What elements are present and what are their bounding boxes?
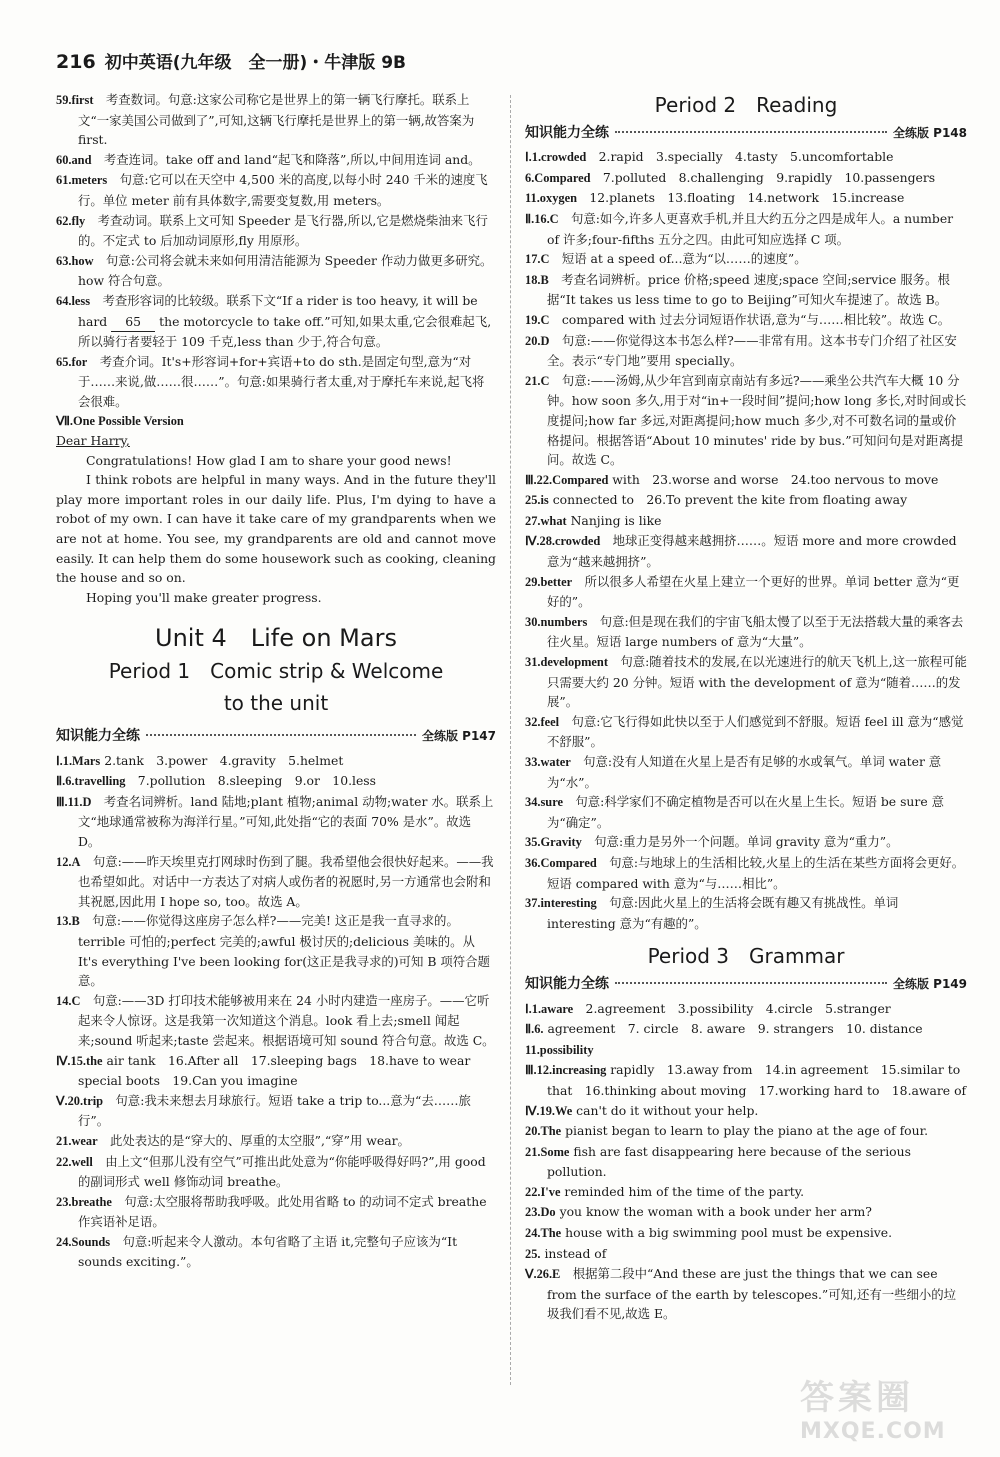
- page-number: 216: [56, 51, 96, 73]
- answer-item: [525, 531, 967, 571]
- answer-number: 37.interesting: [525, 896, 597, 911]
- answer-text: 句意:如今,许多人更喜欢手机,并且大约五分之四是成年人。a number of 许多;four-fifths 五分之四。由此可知应选择 C 项。: [547, 210, 954, 247]
- answer-number: 19.C: [525, 312, 550, 327]
- answer-text: 地球正变得越来越拥挤……。短语 more and more crowded 意为“越来越拥挤”。: [547, 533, 957, 570]
- answer-number: Ⅱ.6.travelling: [56, 774, 126, 789]
- version-label: Ⅶ.One Possible Version: [56, 413, 184, 428]
- answer-item-65: 65.for 考查介词。It's+形容词+for+宾语+to do sth.是固定句型,意为“对于……来说,做……很……”。句意:如果骑行者太重,对于摩托车来说,起飞将会很难。: [56, 353, 485, 409]
- answer-number: 61.meters: [56, 173, 108, 188]
- answer-number: 29.better: [525, 574, 573, 589]
- answer-item: [525, 371, 967, 470]
- answer-text: 句意:重力是另外一个问题。单词 gravity 意为“重力”。: [581, 834, 899, 850]
- page-header: [56, 48, 956, 76]
- answer-text: 2.rapid 3.specially 4.tasty 5.uncomfortable: [586, 149, 894, 165]
- answer-text: 考查名词辨析。land 陆地;plant 植物;animal 动物;water 水。联系上文“地球通常被称为海洋行星。”可知,此处指“它的表面 70% 是水”。故选 D。: [78, 793, 494, 849]
- answer-number: 18.B: [525, 272, 549, 287]
- answer-number: Ⅰ.1.Mars: [56, 753, 101, 768]
- answer-item: [525, 1060, 967, 1100]
- answer-number: Ⅳ.15.the: [56, 1053, 103, 1068]
- answer-item: [525, 893, 967, 933]
- answer-number: Ⅱ.6.: [525, 1022, 544, 1037]
- answer-text: 由上文“但那儿没有空气”可推出此处意为“你能呼吸得好吗?”,用 good 的副词形式 well 修饰动词 breathe。: [78, 1153, 486, 1190]
- answer-item: [56, 852, 496, 912]
- answer-item: [525, 511, 967, 532]
- answer-number: 63.how: [56, 253, 94, 268]
- section-title: 知识能力全练: [56, 728, 140, 745]
- answer-text: 考查连词。take off and land“起飞和降落”,所以,中间用连词 and。: [91, 151, 481, 167]
- letter-salutation: Dear Harry,: [56, 433, 130, 449]
- answer-number: Ⅳ.28.crowded: [525, 534, 601, 549]
- answer-number: 33.water: [525, 755, 571, 769]
- answer-number: 21.C: [525, 373, 550, 388]
- answer-item: [56, 170, 496, 210]
- watermark-bottom: MXQE.COM: [800, 1419, 946, 1444]
- answer-text: connected to 26.To prevent the kite from floating away: [548, 492, 908, 508]
- answer-item: [525, 1040, 967, 1061]
- answer-item: [525, 999, 967, 1020]
- answer-number: 25.is: [525, 493, 549, 508]
- answer-text: reminded him of the time of the party.: [560, 1183, 805, 1199]
- answer-text: 句意:我未来想去月球旅行。短语 take a trip to...意为“去……旅行”。: [78, 1092, 471, 1129]
- answer-item: [525, 792, 967, 832]
- answer-number: 31.development: [525, 655, 608, 670]
- answer-text: 考查名词辨析。price 价格;speed 速度;space 空间;service 服务。根据“It takes us less time to go to Beijing”可知火车提速了。故选 B。: [547, 271, 950, 308]
- answer-text: you know the woman with a book under her arm?: [555, 1204, 872, 1220]
- section-page-ref: 全练版 P149: [892, 976, 967, 991]
- answer-text: 句意:——汤姆,从少年宫到南京南站有多远?——乘坐公共汽车大概 10 分钟。how soon 多久,用于对“in+一段时间”提问;how long 多长,对时间或长度提问;how far 多远,对距离提问;how much 多少,对不可数名词的量或价格提问。根据答语“About 10 minutes' ride by bus.”可知问句是对距离提问。故选 C。: [547, 372, 967, 468]
- answer-item: [525, 572, 967, 612]
- answer-text: air tank 16.After all 17.sleeping bags 18.have to wear special boots 19.Can you imagine: [78, 1052, 471, 1089]
- answer-text: can't do it without your help.: [572, 1102, 759, 1118]
- answer-text: with 23.worse and worse 24.too nervous to move: [608, 471, 939, 487]
- answer-item: [56, 911, 496, 990]
- answer-text: 句意:——昨天埃里克打网球时伤到了腿。我希望他会很快好起来。——我也希望如此。对话中一方表达了对病人或伤者的祝愿时,另一方通常也会附和其祝愿,因此用 I hope so, too。故选 A。: [78, 853, 494, 909]
- answer-item: [56, 1051, 496, 1091]
- answer-text: 7.polluted 8.challenging 9.rapidly 10.passengers: [590, 169, 936, 185]
- answer-number: 62.fly: [56, 213, 86, 228]
- answer-text: rapidly 13.away from 14.in agreement 15.similar to that 16.thinking about moving 17.working hard to 18.aware of: [547, 1062, 967, 1098]
- answer-number: 60.and: [56, 152, 92, 167]
- answer-number: 21.wear: [56, 1133, 98, 1148]
- answer-item: [56, 751, 496, 772]
- answer-text: 12.planets 13.floating 14.network 15.increase: [576, 190, 905, 206]
- period-2-title: Period 2 Reading: [654, 93, 838, 117]
- answer-number: Ⅰ.1.crowded: [525, 150, 587, 165]
- period-1-title: Period 1 Comic strip & Welcome: [108, 659, 444, 684]
- answer-text: compared with 过去分词短语作状语,意为“与……相比较”。故选 C。: [549, 311, 951, 327]
- answer-text: pianist began to learn to play the piano at the age of four.: [561, 1123, 929, 1139]
- answer-text: 句意:与地球上的生活相比较,火星上的生活在某些方面将会更好。短语 compared with 意为“与……相比”。: [547, 854, 965, 891]
- answer-text: 考查动词。联系上文可知 Speeder 是飞行器,所以,它是燃烧柴油来飞行的。不定式 to 后加动词原形,fly 用原形。: [78, 212, 488, 249]
- answer-text: 考查数词。句意:这家公司称它是世界上的第一辆飞行摩托。联系上文“一家美国公司做到了”,可知,这辆飞行摩托是世界上的第一辆,故答案为 first.: [78, 92, 475, 148]
- answer-item: [56, 792, 496, 852]
- answer-number: Ⅰ.1.aware: [525, 1001, 574, 1016]
- letter-paragraph-2: I think robots are helpful in many ways. And in the future they'll play more important roles in our daily life. Plus, I'm dying to have a robot of my own. I can have it take care of my grandparents when we are not at home. You see, my grandparents are old and cannot move easily. It can help them do some housework such as cooking, cleaning the house and so on.: [56, 472, 496, 586]
- answer-text: 句意:科学家们不确定植物是否可以在火星上生长。短语 be sure 意为“确定”。: [547, 794, 944, 830]
- section-header-p147: [56, 727, 496, 747]
- answer-text: fish are fast disappearing here because of the serious pollution.: [547, 1143, 911, 1180]
- right-column: [525, 90, 967, 1324]
- answer-item: [56, 150, 496, 171]
- section-header-p149: [525, 975, 967, 995]
- answer-number: 12.A: [56, 854, 81, 869]
- answer-text: instead of: [540, 1245, 607, 1261]
- answer-item: [56, 90, 496, 150]
- answer-number: 36.Compared: [525, 855, 597, 870]
- answer-item: [56, 251, 496, 291]
- answer-item: [525, 310, 967, 331]
- book-title: 初中英语(九年级 全一册)・牛津版 9B: [104, 53, 407, 73]
- answer-text: 句意:——你觉得这座房子怎么样?——完美! 这正是我一直寻求的。terrible 可怕的;perfect 完美的;awful 极讨厌的;delicious 美味的。从 It's everything I've been looking for(这正是我寻求的)可知 B 项符合题意。: [78, 913, 490, 989]
- answer-item: [525, 168, 967, 189]
- answer-number: 23.Do: [525, 1205, 556, 1220]
- answer-number: 22.I've: [525, 1184, 561, 1199]
- section-title: 知识能力全练: [525, 124, 609, 141]
- answer-text: 句意:——你觉得这本书怎么样?——非常有用。这本书专门介绍了社区安全。表示“专门地”要用 specially。: [547, 332, 957, 369]
- watermark-logo: [800, 1370, 985, 1450]
- answer-number: 6.Compared: [525, 170, 591, 185]
- answer-number: 17.C: [525, 252, 550, 267]
- column-divider: [510, 95, 511, 1385]
- answer-number: 64.less: [56, 293, 91, 308]
- answer-number: 11.possibility: [525, 1042, 594, 1057]
- answer-text: 句意:它飞行得如此快以至于人们感觉到不舒服。短语 feel ill 意为“感觉不舒服”。: [547, 713, 964, 750]
- left-column: [56, 90, 496, 1272]
- answer-item: [525, 249, 967, 270]
- answer-item: [525, 752, 967, 792]
- section-page-ref: 全练版 P148: [892, 125, 967, 140]
- answer-number: Ⅴ.20.trip: [56, 1093, 104, 1108]
- answer-item: [525, 1142, 967, 1182]
- dot-leader: [615, 982, 887, 984]
- answer-text: 句意:听起来令人激动。本句省略了主语 it,完整句子应该为“It sounds exciting.”。: [78, 1233, 458, 1270]
- answer-item: [525, 1019, 967, 1040]
- answer-item: [525, 1244, 967, 1265]
- dot-leader: [146, 734, 416, 736]
- answer-number: 25.: [525, 1246, 541, 1261]
- answer-item: [56, 1091, 496, 1131]
- answer-item: [56, 1192, 496, 1232]
- answer-number: Ⅲ.12.increasing: [525, 1063, 607, 1078]
- letter-paragraph-1: Congratulations! How glad I am to share your good news!: [86, 452, 452, 468]
- answer-item: [525, 652, 967, 712]
- answer-text: 短语 at a speed of...意为“以……的速度”。: [549, 251, 807, 267]
- answer-item: [56, 771, 496, 792]
- answer-item: [56, 991, 496, 1051]
- answer-number: 34.sure: [525, 795, 563, 810]
- answer-item: [525, 1202, 967, 1223]
- answer-number: 11.oxygen: [525, 191, 577, 206]
- answer-item: [56, 211, 496, 251]
- answer-number: 30.numbers: [525, 614, 588, 629]
- answer-number: 14.C: [56, 993, 81, 1008]
- answer-item: [525, 1182, 967, 1203]
- answer-item: [56, 1131, 496, 1152]
- answer-text: 根据第二段中“And these are just the things that we can see from the surface of the earth by telescopes.”可知,还有一些细小的垃圾我们看不见,故选 E。: [547, 1266, 957, 1322]
- answer-item: [525, 270, 967, 310]
- answer-number: 20.The: [525, 1124, 562, 1139]
- letter-paragraph-3: Hoping you'll make greater progress.: [86, 589, 322, 605]
- blank-65: 65: [111, 312, 155, 333]
- answer-number: 22.well: [56, 1154, 93, 1169]
- watermark-top: 答案圈: [800, 1378, 914, 1418]
- answer-item: [525, 832, 967, 853]
- answer-item: [525, 209, 967, 249]
- answer-item: [525, 1101, 967, 1122]
- answer-text: house with a big swimming pool must be expensive.: [561, 1225, 893, 1241]
- answer-text: 2.agreement 3.possibility 4.circle 5.stranger: [573, 1000, 891, 1016]
- answer-item: [56, 1232, 496, 1272]
- answer-number: 13.B: [56, 914, 80, 929]
- answer-text: 此处表达的是“穿大的、厚重的太空服”,“穿”用 wear。: [97, 1132, 410, 1148]
- answer-text: 句意:太空服将帮助我呼吸。此处用省略 to 的动词不定式 breathe 作宾语补足语。: [78, 1193, 487, 1230]
- answer-text: 7.pollution 8.sleeping 9.or 10.less: [125, 773, 377, 789]
- answer-text: agreement 7. circle 8. aware 9. strangers 10. distance: [543, 1021, 923, 1037]
- answer-number: Ⅴ.26.E: [525, 1267, 561, 1282]
- answer-number: 27.what: [525, 513, 567, 528]
- answer-number: 24.Sounds: [56, 1234, 111, 1249]
- answer-item: [525, 1223, 967, 1244]
- answer-item: [525, 1121, 967, 1142]
- answer-text: 所以很多人希望在火星上建立一个更好的世界。单词 better 意为“更好的”。: [547, 573, 960, 610]
- period-1-title-cont: to the unit: [223, 691, 329, 716]
- answer-number: 35.Gravity: [525, 835, 582, 850]
- answer-item: [56, 1152, 496, 1192]
- answer-item: [525, 853, 967, 893]
- answer-item: [525, 470, 967, 491]
- answer-item: [525, 331, 967, 371]
- answer-number: 21.Some: [525, 1144, 570, 1159]
- answer-number: 65.for: [56, 354, 88, 369]
- unit-title: Unit 4 Life on Mars: [155, 624, 397, 653]
- answer-number: 32.feel: [525, 714, 560, 729]
- answer-number: Ⅲ.22.Compared: [525, 472, 609, 487]
- dot-leader: [615, 131, 887, 133]
- section-header-p148: [525, 124, 967, 144]
- answer-number: Ⅳ.19.We: [525, 1103, 573, 1118]
- answer-number: Ⅱ.16.C: [525, 211, 559, 226]
- answer-number: 59.first: [56, 93, 94, 107]
- answer-item: [525, 490, 967, 511]
- answer-text: 句意:因此火星上的生活将会既有趣又有挑战性。单词 interesting 意为“有趣的”。: [547, 895, 899, 931]
- answer-number: 20.D: [525, 333, 550, 348]
- answer-text: 句意:随着技术的发展,在以光速进行的航天飞机上,这一旅程可能只需要大约 20 分钟。短语 with the development of 意为“随着……的发展”。: [547, 654, 967, 710]
- answer-text: 句意:——3D 打印技术能够被用来在 24 小时内建造一座房子。——它听起来令人惊讶。这是我第一次知道这个消息。look 看上去;smell 闻起来;sound 听起来;taste 尝起来。根据语境可知 sound 符合句意。故选 C。: [78, 992, 495, 1048]
- answer-item: [525, 1264, 967, 1324]
- answer-item: [525, 712, 967, 752]
- section-title: 知识能力全练: [525, 975, 609, 992]
- answer-text: 句意:没有人知道在火星上是否有足够的水或氧气。单词 water 意为“水”。: [547, 754, 942, 790]
- answer-text: 句意:它可以在天空中 4,500 米的高度,以每小时 240 千米的速度飞行。单位 meter 前有具体数字,需要变复数,用 meters。: [78, 172, 488, 208]
- answer-item: [525, 147, 967, 168]
- answer-item: [525, 612, 967, 652]
- answer-text: 句意:公司将会就未来如何用清洁能源为 Speeder 作动力做更多研究。how 符合句意。: [78, 252, 493, 289]
- period-3-title: Period 3 Grammar: [647, 944, 845, 969]
- answer-number: Ⅲ.11.D: [56, 794, 92, 809]
- answer-text: 2.tank 3.power 4.gravity 5.helmet: [100, 752, 344, 768]
- answer-item: [525, 188, 967, 209]
- answer-item-64: 64.less 考查形容词的比较级。联系下文“If a rider is too heavy, it will be hard 65 the motorcycle to take off.”可知,如果太重,它会很难起飞,所以骑行者要轻于 109 千克,less than 少于,符合句意。: [56, 292, 492, 350]
- answer-number: 24.The: [525, 1226, 562, 1241]
- answer-text: Nanjing is like: [566, 512, 662, 528]
- section-page-ref: 全练版 P147: [421, 729, 496, 744]
- answer-number: 23.breathe: [56, 1194, 112, 1209]
- answer-text: 句意:但是现在我们的宇宙飞船太慢了以至于无法搭载大量的乘客去往火星。短语 large numbers of 意为“大量”。: [547, 613, 964, 650]
